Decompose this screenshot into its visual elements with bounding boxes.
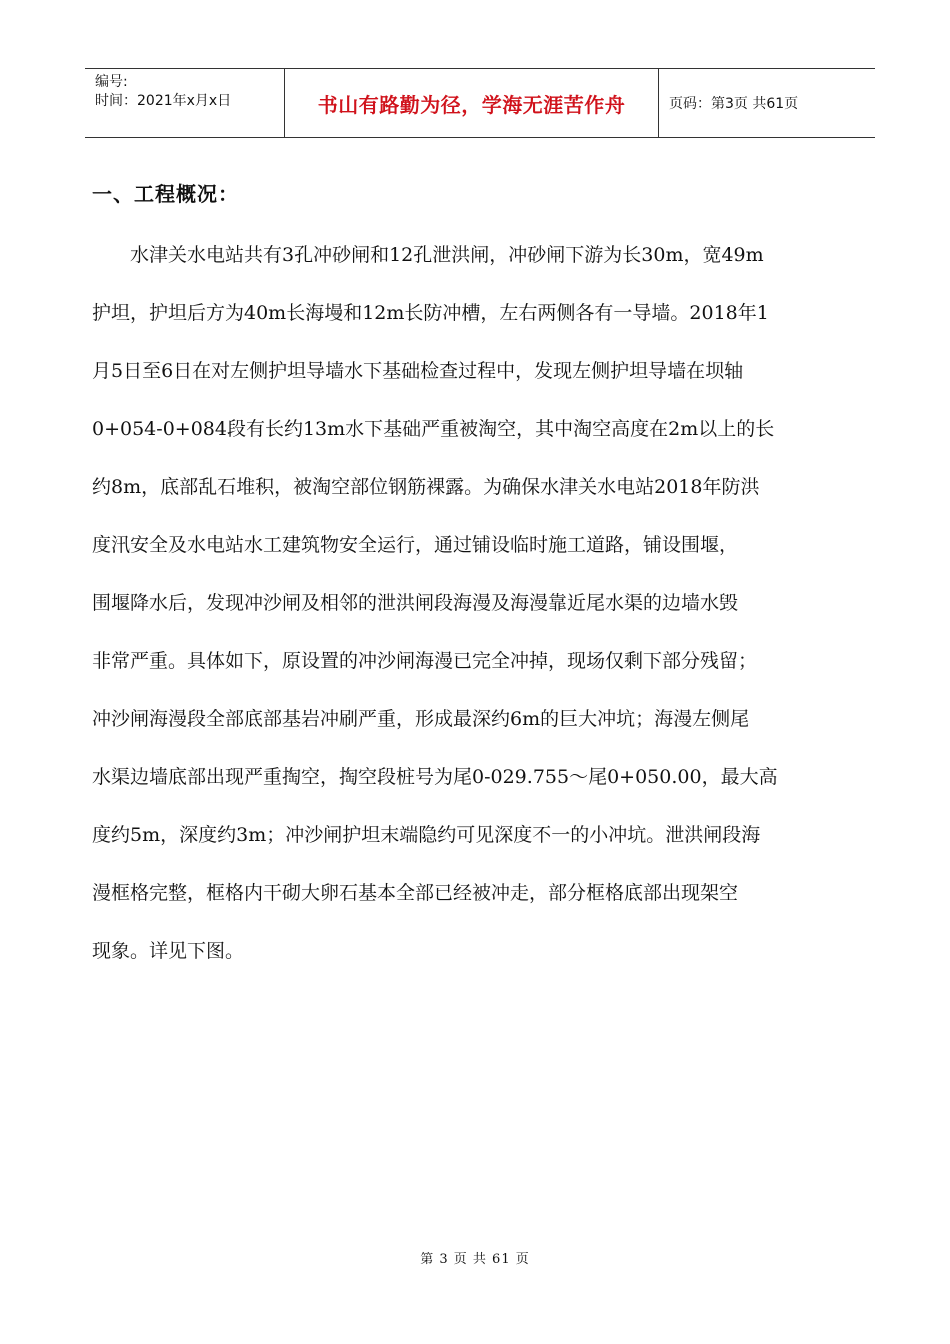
header-motto: 书山有路勤为径，学海无涯苦作舟	[285, 69, 659, 137]
body-line: 冲沙闸海漫段全部底部基岩冲刷严重，形成最深约6m的巨大冲坑；海漫左侧尾	[92, 708, 750, 730]
body-line: 度约5m，深度约3m；冲沙闸护坦末端隐约可见深度不一的小冲坑。泄洪闸段海	[92, 824, 761, 846]
header-number-label: 编号:	[95, 74, 128, 90]
page-header	[85, 68, 875, 138]
body-line: 围堰降水后，发现冲沙闸及相邻的泄洪闸段海漫及海漫靠近尾水渠的边墙水毁	[92, 592, 739, 614]
body-line: 水渠边墙底部出现严重掏空，掏空段桩号为尾0-029.755～尾0+050.00，最大高	[92, 766, 778, 788]
body-paragraph	[92, 226, 882, 980]
body-line: 月5日至6日在对左侧护坦导墙水下基础检查过程中，发现左侧护坦导墙在坝轴	[92, 360, 744, 382]
section-heading: 一、工程概况：	[92, 182, 239, 206]
page-footer	[0, 1248, 950, 1267]
body-line: 0+054-0+084段有长约13m水下基础严重被淘空，其中淘空高度在2m以上的长	[92, 418, 775, 440]
header-meta	[85, 69, 285, 137]
body-line: 水津关水电站共有3孔冲砂闸和12孔泄洪闸，冲砂闸下游为长30m，宽49m	[92, 244, 764, 266]
body-line: 护坦，护坦后方为40m长海墁和12m长防冲槽，左右两侧各有一导墙。2018年1	[92, 302, 769, 324]
body-line: 约8m，底部乱石堆积，被淘空部位钢筋裸露。为确保水津关水电站2018年防洪	[92, 476, 760, 498]
body-line: 非常严重。具体如下，原设置的冲沙闸海漫已完全冲掉，现场仅剩下部分残留；	[92, 650, 758, 672]
header-page-label: 页码：第3页 共61页	[669, 96, 799, 112]
body-line: 现象。详见下图。	[92, 940, 245, 962]
body-line: 漫框格完整，框格内干砌大卵石基本全部已经被冲走，部分框格底部出现架空	[92, 882, 739, 904]
body-line: 度汛安全及水电站水工建筑物安全运行，通过铺设临时施工道路，铺设围堰，	[92, 534, 739, 556]
header-time-label: 时间：2021年x月x日	[95, 93, 232, 109]
footer-page-number: 第 3 页 共 61 页	[420, 1252, 530, 1267]
